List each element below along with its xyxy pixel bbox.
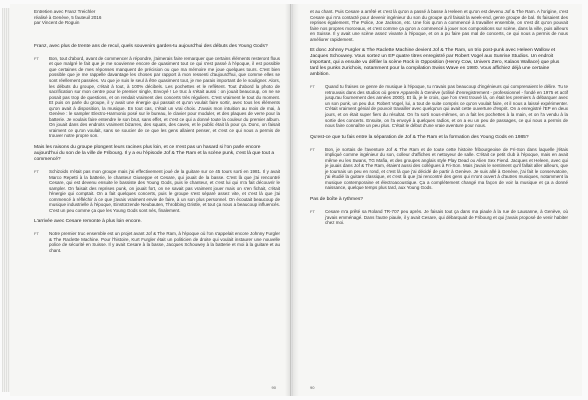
- speaker-mark: FT: [310, 146, 315, 152]
- question-3: L'arrivée avec Cesare remonte à plus loin encore.: [34, 219, 142, 225]
- left-page: [10, 4, 291, 396]
- meta-line: réalisé à Genève, 5 fauteuil 2016: [34, 14, 102, 20]
- speaker-mark: FT: [34, 231, 39, 237]
- right-page: [292, 4, 582, 396]
- page-number-right: 90: [310, 385, 315, 390]
- page-number-left: 90: [271, 385, 276, 390]
- question-5: Qu'est-ce que tu fais entre la séparation de Jof & The Ram et la formation des Young Gods en 1985?: [310, 134, 529, 140]
- question-1: Franz, avec plus de trente ans de recul, quels souvenirs gardes-tu aujourd'hui des débuts des Young Gods?: [34, 43, 268, 49]
- speaker-mark: FT: [310, 84, 315, 90]
- speaker-mark: FT: [34, 168, 39, 174]
- answer-block-2: [34, 169, 280, 219]
- answer-block-3: [34, 231, 280, 259]
- answer-block-5: [310, 147, 568, 197]
- answer-3: Notre premier truc ensemble est un projet avant Jof & The Ram, à l'époque où l'on s'appelait encore Johnny Furgler & The Raclette Machine. Pour l'histoire, Kurt Furgler était un politicien de droite qui voulait instaurer une nouvelle police de sécurité en Suisse. Il y avait Cesare à la basse, Jacques Schouwey à la batterie et moi à la guitare et au chant.: [49, 231, 280, 253]
- answer-3-continued: et au chant. Puis Cesare a arrêté et c'est là qu'on a passé à basse à Heleen et qu'on est devenu Jof & The Ram. A l'origine, c'est Cesare qui m'a contacté pour devenir ingénieur du son du groupe qu'il faisait la week-end, genre groupe de bal. Ils faisaient des reprises également, The Police, Joe Jackson, etc. Une fois qu'on a commencé à travailler ensemble, on s'est dit qu'on pouvait faire nos propres morceaux, et c'est comme ça qu'on a commencé à jouer nos compositions sur scène, dans la ville, puis ailleurs en Suisse. Il y avait une scène assez vivante à l'époque, et on a pu faire pas mal de concerts, ce qui nous a permis de nous améliorer rapidement.: [310, 9, 568, 42]
- answer-6: Cesare m'a prêté sa Roland TR-707 peu après. Je faisais tout ça dans ma piaule à la rue de Lausanne, à Genève, où j'avais emménagé. Dans l'autre piaule, il y avait Cesare, qui débarquait de Fribourg et qui j'avais proposé de venir habiter chez moi.: [325, 209, 568, 226]
- answer-4: Quand tu fraises ce genre de musique à l'époque, tu n'avais pas beaucoup d'ingénieurs qui comprenaient le délire. Tu te retrouvais dans des studios où genre Appareils à Genève (utilisé d'enregistrement - professionnel - fondé en 1975 et actif jusqu'au fournement des années 2000). Et là, je le crois, que l'on s'est trouvé là, on était les premiers à débarquer avec un son punk, un peu dur. Robert Vogel, lui, a tout de suite compris ce qu'on voulait faire, et il nous a laissé expérimenter. C'était vraiment génial de pouvoir travailler avec quelqu'un qui avait cette ouverture d'esprit. On a enregistré l'EP en deux jours, et on était super fiers du résultat. On l'a sorti nous-mêmes, on a fait les pochettes à la main, et on l'a vendu à la sortie des concerts. Ensuite, on l'a envoyé à quelques radios, et on a eu un peu de passages, ce qui nous a permis de nous faire connaître un peu plus. C'était le début d'une vraie aventure pour nous.: [325, 84, 568, 129]
- answer-block-1: [34, 56, 280, 145]
- meta-line: par Vincent de Roguin: [34, 20, 80, 26]
- answer-block-4: [310, 84, 568, 134]
- speaker-mark: FT: [310, 209, 315, 215]
- answer-block-6: [310, 209, 568, 232]
- meta-line: Entretien avec Franz Treichler: [34, 9, 96, 14]
- answer-2: Schizoids n'était pas mon groupe mais j'ai effectivement joué de la guitare sur ce 45 tours sorti en 1981. Il y avait Marco Repetti à la batterie, le chanteur Giuseppe et Cesare, qui jouait de la basse. C'est là que j'ai rencontré Cesare, qui est devenu ensuite le bassiste des Young Gods, puis le chanteur, et c'est lui qui m'a fait découvrir le sampler. On faisait des reprises punk, on jouait fort, on ne savait pas vraiment jouer mais on s'en fichait, c'était l'énergie qui comptait. On a fait quelques concerts, puis le groupe s'est séparé assez vite, et c'est là que j'ai commencé à réfléchir à ce que j'avais vraiment envie de faire, à un son plus personnel. On écoutait beaucoup de musique industrielle à l'époque, Einstürzende Neubauten, Throbbing Gristle, et tout ça nous a beaucoup influencés. C'est un peu comme ça que les Young Gods sont nés, finalement.: [49, 168, 280, 213]
- question-2: Mais les raisons du groupe plongent leurs racines plus loin, et ce n'est pas un hasard si l'on parle encore aujourd'hui du son de la ville de Fribourg. Il y a eu l'épisode Jof & The Ram et la scène punk, c'est là que tout a commencé?: [34, 144, 275, 162]
- answer-5: Bon, je sortais de l'aventure Jof & The Ram et de toute cette histoire fribourgeoise de Fri-Son dans laquelle j'étais impliqué comme ingénieur du son, colleur d'affiches et nettoyeur de salle. C'était ce petit club à l'époque, mais en avait même eu les Swans, TG Mafia, et des groupes anglais style Play Dead ou Alien Sex Fiend. Jacques et Heleen, avec qui je jouais dans Jof & The Ram, étaient aussi des collègues à Fri-Son. Mais j'avais le sentiment qu'il fallait aller ailleurs, que je tournais un peu en rond, et c'est là que j'ai décidé de partir à Genève. Je suis allé à Genève, j'ai fait le conservatoire, j'ai étudié la guitare classique, et c'est là que j'ai rencontré des gens qui m'ont ouvert à d'autres musiques, notamment la musique contemporaine et électroacoustique. Ça a complètement changé ma façon de voir la musique et ça a donné naissance, quelque temps plus tard, aux Young Gods.: [325, 146, 568, 191]
- question-4: Et donc Johnny Furgler & The Raclette Machine devient Jof & The Ram, un trio post-punk avec Heleen Wallow et Jacques Schouwey. Vous sortez un EP quatre titres enregistré par Robert Vogel aux Sunrise Studios. Un endroit important, qui a ensuite vu défiler la scène Rock in Opposition (Henry Cow, Univers Zero, Kalaos Wallace) que plus tard les punks zurichois, notamment pour la compilation Swiss Wave en 1980. Vous affichiez déjà une certaine ambition.: [310, 48, 560, 78]
- speaker-mark: FT: [34, 55, 39, 61]
- interview-meta: [34, 9, 280, 26]
- question-6: Pas de boîte à rythmes?: [310, 197, 364, 203]
- answer-1: Bon, tout d'abord, avant de commencer à répondre, j'aimerais faire remarquer que certains éléments resteront flous et que malgré le fait que je me souvienne encore de quasiment tout ce qui s'est passé à l'époque, il est possible que certaines de mes réponses manquent de précision ou que ma mémoire me joue quelques tours. C'est bien possible que je me rappelle davantage les choses par rapport à mon ressenti d'aujourd'hui, que comme elles se sont réellement passées. Vu que je suis le seul à être quasiment tout, je me parais important de le souligner. Alors, les débuts du groupe, c'était à tout, à 100% décibels. Les pochettes et le reflètent. Tout d'abord la photo de sacrification sur mon centre pour le premier single, Envoyé ! Le truc à s'était aussi : on jouait beaucoup, on ne se posait pas trop de questions, et on rendait vraiment des concerts très réguliers. C'est vraiment le tout du moment. Et puis on parle du groupe, il y avait une énergie qui passait et qu'on voulait faire sortir, avec tous les éléments qu'on avait à disposition, la musique. En tout cas, c'était un vrai choix. J'avais mon intuition au mois de mai, à Genève : le sampler Electro-Harmonix posé sur le bureau, le clavier pour moduler, et des plaques de verre pour la batterie. Je voulais faire entendre le son brut, sans effet, et c'est ce qui a donné toute la couleur du premier album. On jouait dans des endroits vraiment bizarres, des squats, des caves, et le public était là pour ça. Donc, on faisait vraiment ce qu'on voulait, sans se soucier de ce que les gens allaient penser, et c'est ce qui nous a permis de trouver notre propre son.: [49, 55, 280, 139]
